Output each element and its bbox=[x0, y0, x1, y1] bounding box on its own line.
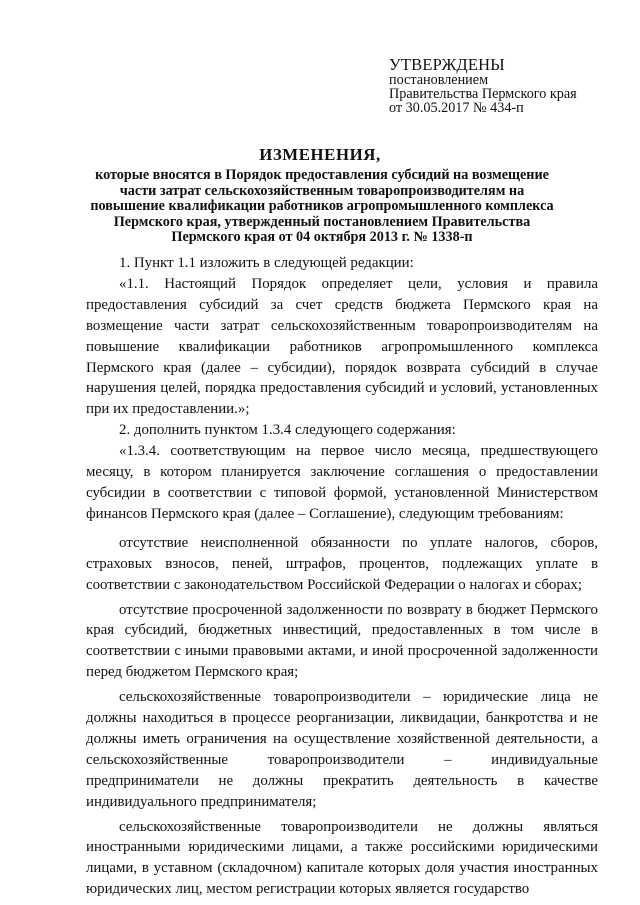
paragraph: «1.1. Настоящий Порядок определяет цели, условия и правила предоставления субсидий за счет средств бюджета Пермского края на возмещение части затрат сельскохозяйственным товаропроизводителям на повышение квалификации работников агропромышленного комплекса Пермского края (далее – субсидии), порядок возврата субсидий в случае нарушения целей, порядка предоставления субсидий и условий, установленных при их предоставлении.»; bbox=[86, 275, 598, 418]
document-body bbox=[86, 253, 598, 900]
approval-date: от 30.05.2017 № 434-п bbox=[389, 100, 524, 116]
paragraph: сельскохозяйственные товаропроизводители не должны являться иностранными юридическими лицами, а также российскими юридическими лицами, в уставном (складочном) капитале которых доля участия иностранных юридических лиц, местом регистрации которых является государство bbox=[86, 818, 598, 898]
paragraph: 2. дополнить пунктом 1.3.4 следующего содержания: bbox=[119, 422, 456, 439]
approval-line: постановлением bbox=[389, 72, 489, 88]
approval-line: Правительства Пермского края bbox=[389, 86, 577, 102]
paragraph: «1.3.4. соответствующим на первое число месяца, предшествующего месяцу, в котором планируется заключение соглашения о предоставлении субсидии в соответствии с типовой формой, установленной Министерством финансов Пермского края (далее – Соглашение), следующим требованиям: bbox=[86, 443, 598, 522]
paragraph: 1. Пункт 1.1 изложить в следующей редакции: bbox=[119, 255, 414, 271]
document-subtitle: которые вносятся в Порядок предоставления субсидий на возмещение части затрат сельскохозяйственным товаропроизводителям на повышение квалификации работников агропромышленного комплекса Пермского края, утвержденный постановлением Правительства Пермского края от 04 октября 2013 г. № 1338-п bbox=[90, 167, 554, 246]
document-title: ИЗМЕНЕНИЯ, bbox=[259, 145, 381, 164]
approval-stamp bbox=[389, 56, 629, 115]
approval-title: УТВЕРЖДЕНЫ bbox=[389, 55, 505, 74]
paragraph: сельскохозяйственные товаропроизводители – юридические лица не должны находиться в процессе реорганизации, ликвидации, банкротства и не должны иметь ограничения на осуществление хозяйственной деятельности, а сельскохозяйственные товаропроизводители – индивидуальные предприниматели не должны прекратить деятельность в качестве индивидуального предпринимателя; bbox=[86, 689, 598, 810]
paragraph: отсутствие просроченной задолженности по возврату в бюджет Пермского края субсидий, бюджетных инвестиций, предоставленных в том числе в соответствии с иными правовыми актами, и иной просроченной задолженности перед бюджетом Пермского края; bbox=[86, 601, 598, 681]
paragraph: отсутствие неисполненной обязанности по уплате налогов, сборов, страховых взносов, пеней, штрафов, процентов, подлежащих уплате в соответствии с законодательством Российской Федерации о налогах и сборах; bbox=[86, 534, 598, 593]
